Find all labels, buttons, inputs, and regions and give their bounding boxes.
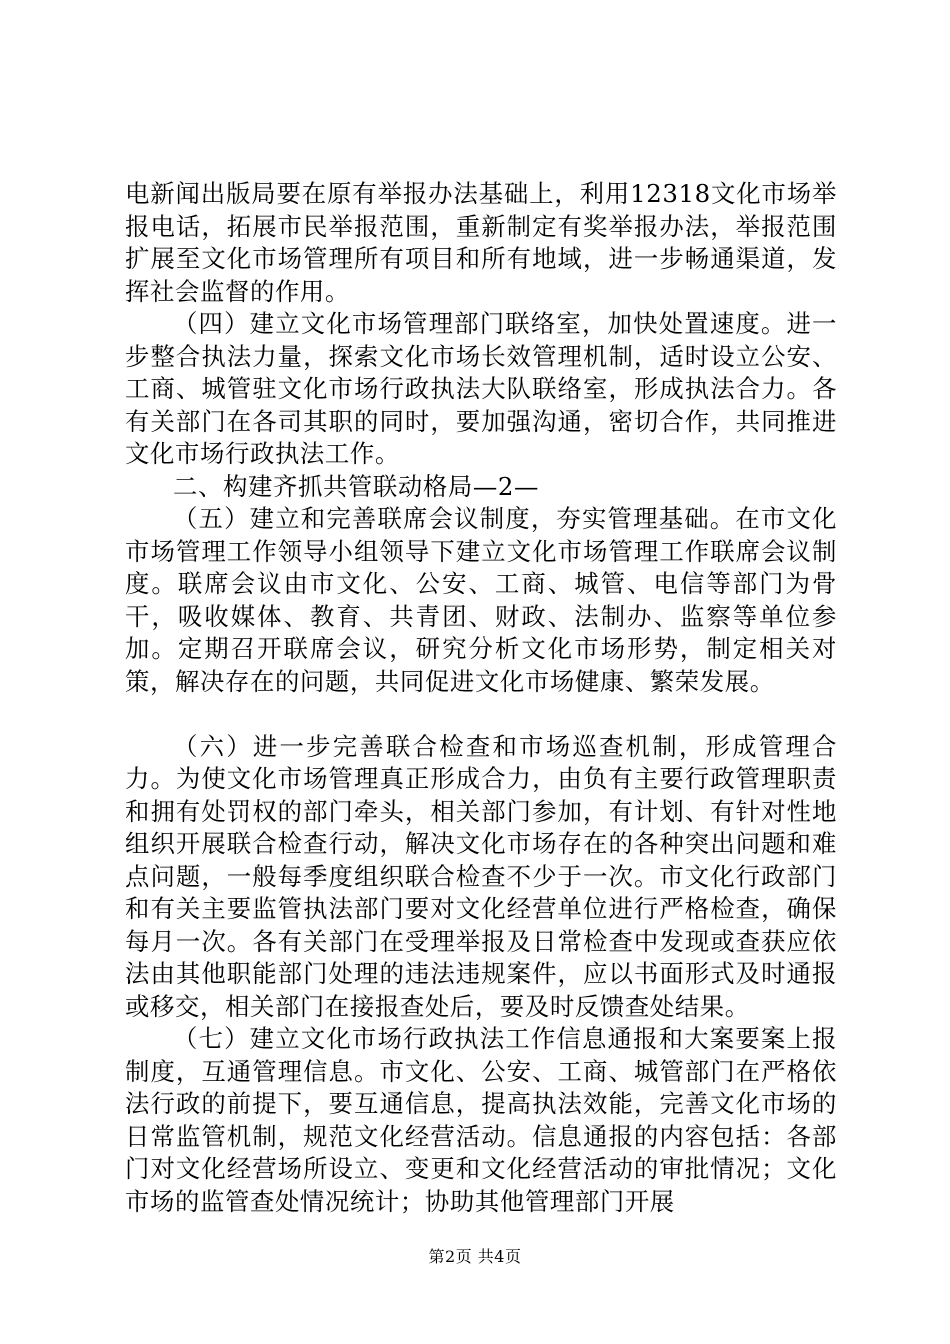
paragraph-section-5: （五）建立和完善联席会议制度，夯实管理基础。在市文化市场管理工作领导小组领导下建立文化市场管理工作联席会议制度。联席会议由市文化、公安、工商、城管、电信等部门为骨干，吸收媒体、教育、共青团、财政、法制办、监察等单位参加。定期召开联席会议，研究分析文化市场形势，制定相关对策，解决存在的问题，共同促进文化市场健康、繁荣发展。 — [125, 504, 837, 696]
paragraph-continuation: 电新闻出版局要在原有举报办法基础上，利用12318文化市场举报电话，拓展市民举报范围，重新制定有奖举报办法，举报范围扩展至文化市场管理所有项目和所有地域，进一步畅通渠道，发挥社会监督的作用。 — [125, 179, 837, 306]
paragraph-section-7: （七）建立文化市场行政执法工作信息通报和大案要案上报制度，互通管理信息。市文化、公安、工商、城管部门在严格依法行政的前提下，要互通信息，提高执法效能，完善文化市场的日常监管机制，规范文化经营活动。信息通报的内容包括：各部门对文化经营场所设立、变更和文化经营活动的审批情况；文化市场的监管查处情况统计；协助其他管理部门开展 — [125, 1024, 837, 1216]
document-body — [125, 178, 837, 1218]
page-number-footer: 第2页 共4页 — [428, 1247, 522, 1266]
paragraph-section-6: （六）进一步完善联合检查和市场巡查机制，形成管理合力。为使文化市场管理真正形成合力，由负有主要行政管理职责和拥有处罚权的部门牵头，相关部门参加，有计划、有针对性地组织开展联合检查行动，解决文化市场存在的各种突出问题和难点问题，一般每季度组织联合检查不少于一次。市文化行政部门和有关主要监管执法部门要对文化经营单位进行严格检查，确保每月一次。各有关部门在受理举报及日常检查中发现或查获应依法由其他职能部门处理的违法违规案件，应以书面形式及时通报或移交，相关部门在接报查处后，要及时反馈查处结果。 — [125, 731, 837, 1021]
paragraph-gap — [125, 698, 837, 731]
section-heading: 二、构建齐抓共管联动格局—2— — [173, 471, 539, 501]
paragraph-section-4: （四）建立文化市场管理部门联络室，加快处置速度。进一步整合执法力量，探索文化市场长效管理机制，适时设立公安、工商、城管驻文化市场行政执法大队联络室，形成执法合力。各有关部门在各司其职的同时，要加强沟通，密切合作，共同推进文化市场行政执法工作。 — [125, 309, 837, 468]
